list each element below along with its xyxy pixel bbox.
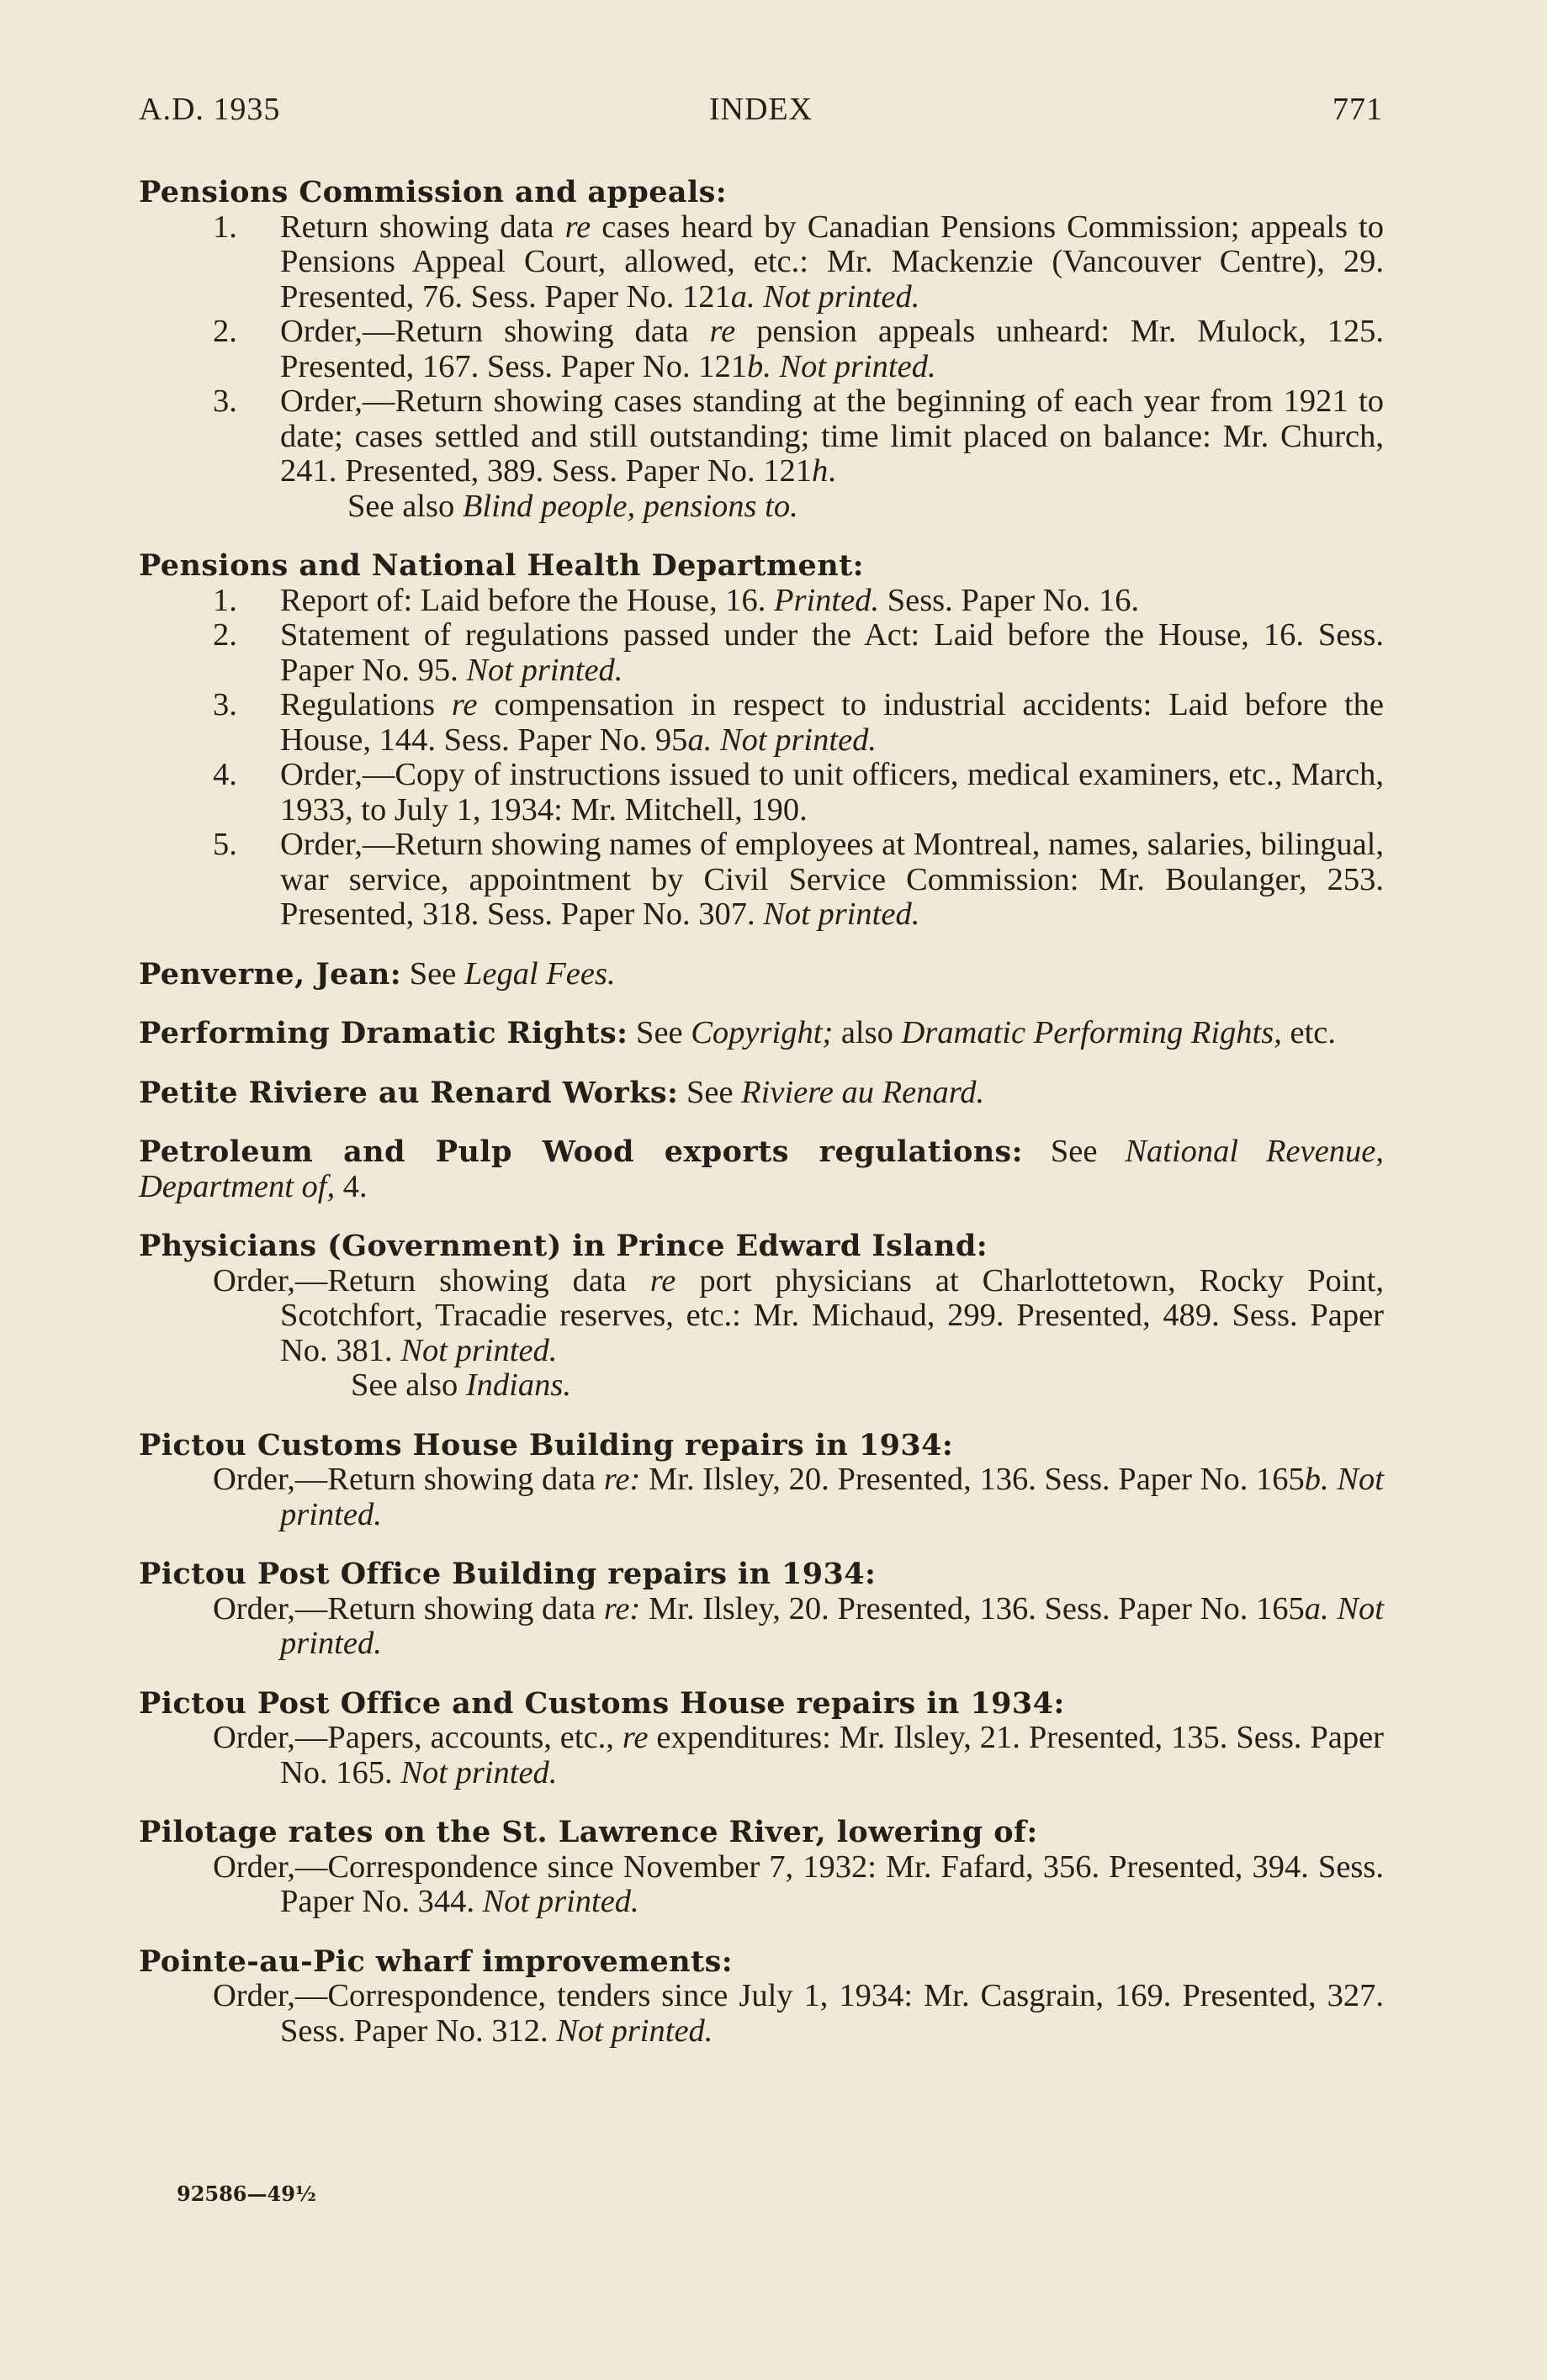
order-text: Order,—Return showing data re port physicians at Charlottetown, Rocky Point, Scotchfort, Tracadie reserves, etc.: Mr. Michaud, 299. Presented, 489. Sess. Paper No. 381. Not printed.	[213, 1262, 1384, 1368]
list-item: 1. Return showing data re cases heard by Canadian Pensions Commission; appeals to Pensions Appeal Court, allowed, etc.: Mr. Mackenzie (Vancouver Centre), 29. Presented, 76. Sess. Paper No. 121a. Not printed.	[213, 209, 1385, 315]
index-entry	[139, 175, 1384, 524]
entry-items	[139, 210, 1384, 489]
order-text: Order,—Papers, accounts, etc., re expenditures: Mr. Ilsley, 21. Presented, 135. Sess. Paper No. 165. Not printed.	[213, 1720, 1384, 1790]
entry-heading: Pensions Commission and appeals:	[139, 175, 728, 209]
entry-heading: Performing Dramatic Rights: See Copyright; also Dramatic Performing Rights, etc.	[139, 1015, 1336, 1050]
index-entry	[139, 1428, 1384, 1533]
index-entry	[139, 1134, 1384, 1204]
printer-signature: 92586—49½	[177, 2182, 316, 2206]
list-item: 2. Statement of regulations passed under the Act: Laid before the House, 16. Sess. Paper No. 95. Not printed.	[213, 617, 1384, 688]
index-entry	[139, 957, 1384, 992]
entry-heading: Pointe-au-Pic wharf improvements:	[139, 1944, 734, 1979]
index-entry	[139, 548, 1384, 933]
entry-heading: Pensions and National Health Department:	[139, 548, 864, 583]
order-text: Order,—Return showing data re: Mr. Ilsley, 20. Presented, 136. Sess. Paper No. 165b. Not printed.	[213, 1462, 1384, 1532]
header-year: A.D. 1935	[139, 92, 281, 127]
running-header	[139, 91, 1383, 133]
entry-heading: Pictou Post Office Building repairs in 1934:	[139, 1557, 877, 1591]
index-entry	[139, 1076, 1384, 1111]
list-item: 3. Order,—Return showing cases standing at the beginning of each year from 1921 to date; cases settled and still outstanding; time limit placed on balance: Mr. Church, 241. Presented, 389. Sess. Paper No. 121h.	[213, 383, 1384, 489]
entry-heading: Pilotage rates on the St. Lawrence River, lowering of:	[139, 1815, 1038, 1849]
list-item: 3. Regulations re compensation in respect to industrial accidents: Laid before the House, 144. Sess. Paper No. 95a. Not printed.	[213, 687, 1384, 758]
header-title: INDEX	[708, 92, 813, 127]
list-item: 5. Order,—Return showing names of employees at Montreal, names, salaries, bilingual, war service, appointment by Civil Service Commission: Mr. Boulanger, 253. Presented, 318. Sess. Paper No. 307. Not printed.	[213, 827, 1384, 932]
see-also: See also Indians.	[351, 1367, 571, 1403]
index-entry	[139, 1229, 1384, 1404]
list-item: 2. Order,—Return showing data re pension appeals unheard: Mr. Mulock, 125. Presented, 167. Sess. Paper No. 121b. Not printed.	[213, 314, 1384, 384]
index-entry	[139, 1815, 1384, 1920]
order-text: Order,—Correspondence, tenders since July 1, 1934: Mr. Casgrain, 169. Presented, 327. Sess. Paper No. 312. Not printed.	[213, 1978, 1384, 2049]
list-item: 1. Report of: Laid before the House, 16. Printed. Sess. Paper No. 16.	[213, 582, 1140, 618]
index-entry	[139, 1557, 1384, 1662]
page-number: 771	[1332, 92, 1383, 127]
entry-heading: Penverne, Jean: See Legal Fees.	[139, 955, 616, 992]
entry-heading: Pictou Customs House Building repairs in 1934:	[139, 1427, 954, 1462]
entry-heading: Petite Riviere au Renard Works: See Riviere au Renard.	[139, 1074, 985, 1110]
order-text: Order,—Correspondence since November 7, 1932: Mr. Fafard, 356. Presented, 394. Sess. Paper No. 344. Not printed.	[213, 1848, 1384, 1919]
order-text: Order,—Return showing data re: Mr. Ilsley, 20. Presented, 136. Sess. Paper No. 165a. Not printed.	[213, 1590, 1384, 1661]
index-entry	[139, 1944, 1384, 2049]
see-also: See also Blind people, pensions to.	[347, 488, 798, 524]
entry-heading: Pictou Post Office and Customs House repairs in 1934:	[139, 1685, 1065, 1721]
index-entry	[139, 1686, 1384, 1791]
cross-reference: Dramatic Performing Rights,	[901, 1015, 1282, 1050]
list-item: 4. Order,—Copy of instructions issued to unit officers, medical examiners, etc., March, 1933, to July 1, 1934: Mr. Mitchell, 190.	[213, 757, 1384, 828]
entry-heading: Petroleum and Pulp Wood exports regulations: See National Revenue, Department of, 4.	[139, 1134, 1384, 1204]
index-body	[139, 175, 1384, 2073]
entry-heading: Physicians (Government) in Prince Edward Island:	[139, 1229, 988, 1263]
index-entry	[139, 1016, 1384, 1051]
entry-items	[139, 584, 1384, 933]
